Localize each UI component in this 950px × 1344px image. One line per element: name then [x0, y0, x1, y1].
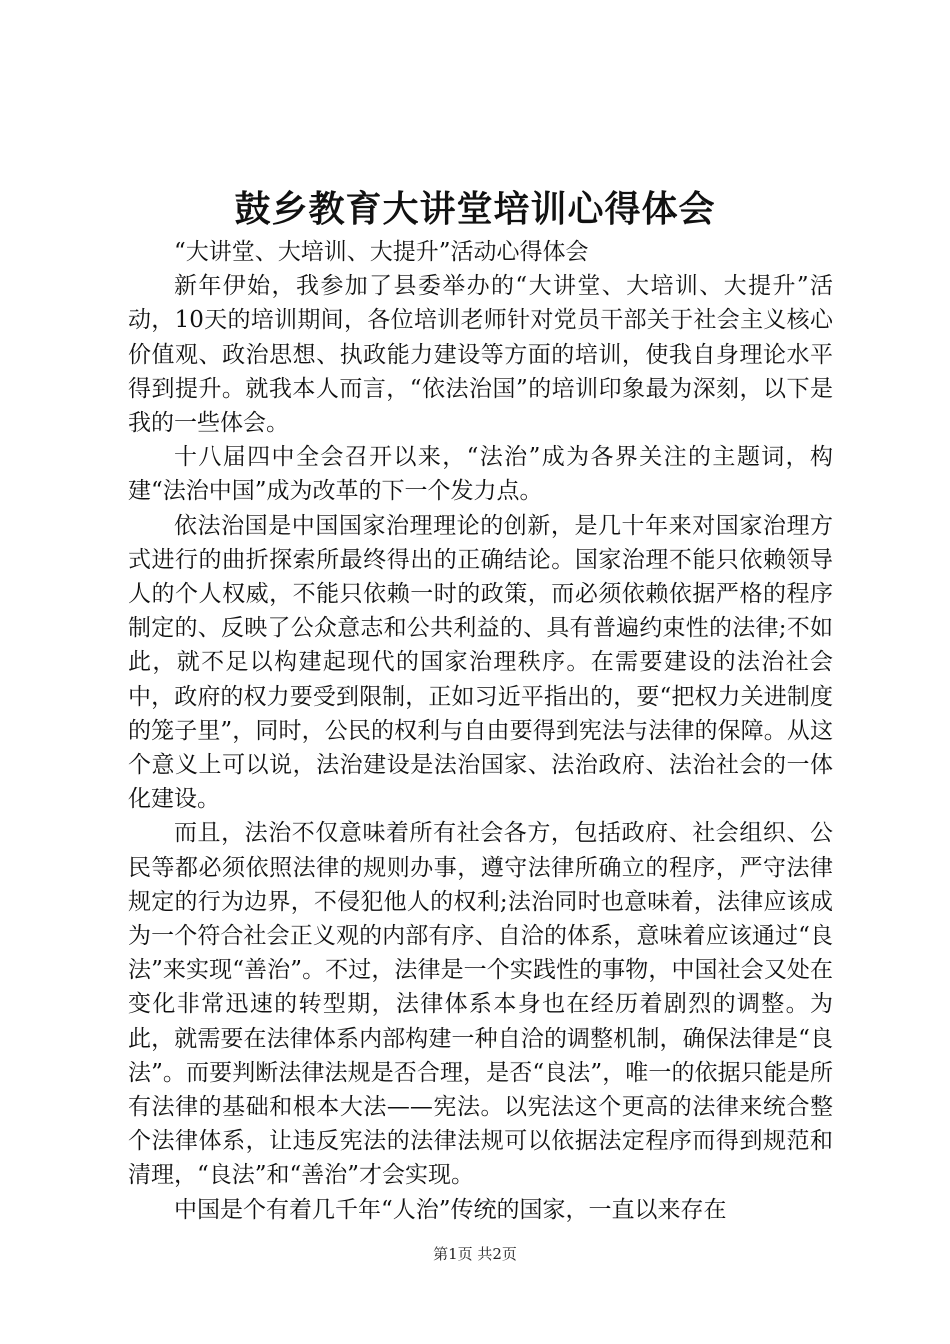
document-body	[128, 235, 833, 1227]
body-paragraph: 依法治国是中国国家治理理论的创新，是几十年来对国家治理方式进行的曲折探索所最终得出的正确结论。国家治理不能只依赖领导人的个人权威，不能只依赖一时的政策，而必须依赖依据严格的程序制定的、反映了公众意志和公共利益的、具有普遍约束性的法律;不如此，就不足以构建起现代的国家治理秩序。在需要建设的法治社会中，政府的权力要受到限制，正如习近平指出的，要“把权力关进制度的笼子里”，同时，公民的权利与自由要得到宪法与法律的保障。从这个意义上可以说，法治建设是法治国家、法治政府、法治社会的一体化建设。	[128, 512, 833, 813]
body-paragraph: 新年伊始，我参加了县委举办的“大讲堂、大培训、大提升”活动，10天的培训期间，各位培训老师针对党员干部关于社会主义核心价值观、政治思想、执政能力建设等方面的培训，使我自身理论水平得到提升。就我本人而言，“依法治国”的培训印象最为深刻，以下是我的一些体会。	[128, 273, 833, 437]
body-paragraph: 中国是个有着几千年“人治”传统的国家，一直以来存在	[174, 1196, 727, 1223]
subtitle-paragraph: “大讲堂、大培训、大提升”活动心得体会	[174, 239, 589, 265]
body-paragraph: 十八届四中全会召开以来，“法治”成为各界关注的主题词，构建“法治中国”成为改革的下一个发力点。	[128, 444, 833, 505]
body-paragraph: 而且，法治不仅意味着所有社会各方，包括政府、社会组织、公民等都必须依照法律的规则办事，遵守法律所确立的程序，严守法律规定的行为边界，不侵犯他人的权利;法治同时也意味着，法律应该成为一个符合社会正义观的内部有序、自洽的体系，意味着应该通过“良法”来实现“善治”。不过，法律是一个实践性的事物，中国社会又处在变化非常迅速的转型期，法律体系本身也在经历着剧烈的调整。为此，就需要在法律体系内部构建一种自洽的调整机制，确保法律是“良法”。而要判断法律法规是否合理，是否“良法”，唯一的依据只能是所有法律的基础和根本大法——宪法。以宪法这个更高的法律来统合整个法律体系，让违反宪法的法律法规可以依据法定程序而得到规范和清理，“良法”和“善治”才会实现。	[128, 820, 833, 1189]
document-title: 鼓乡教育大讲堂培训心得体会	[234, 188, 716, 230]
page-footer: 第1页 共2页	[433, 1245, 517, 1263]
